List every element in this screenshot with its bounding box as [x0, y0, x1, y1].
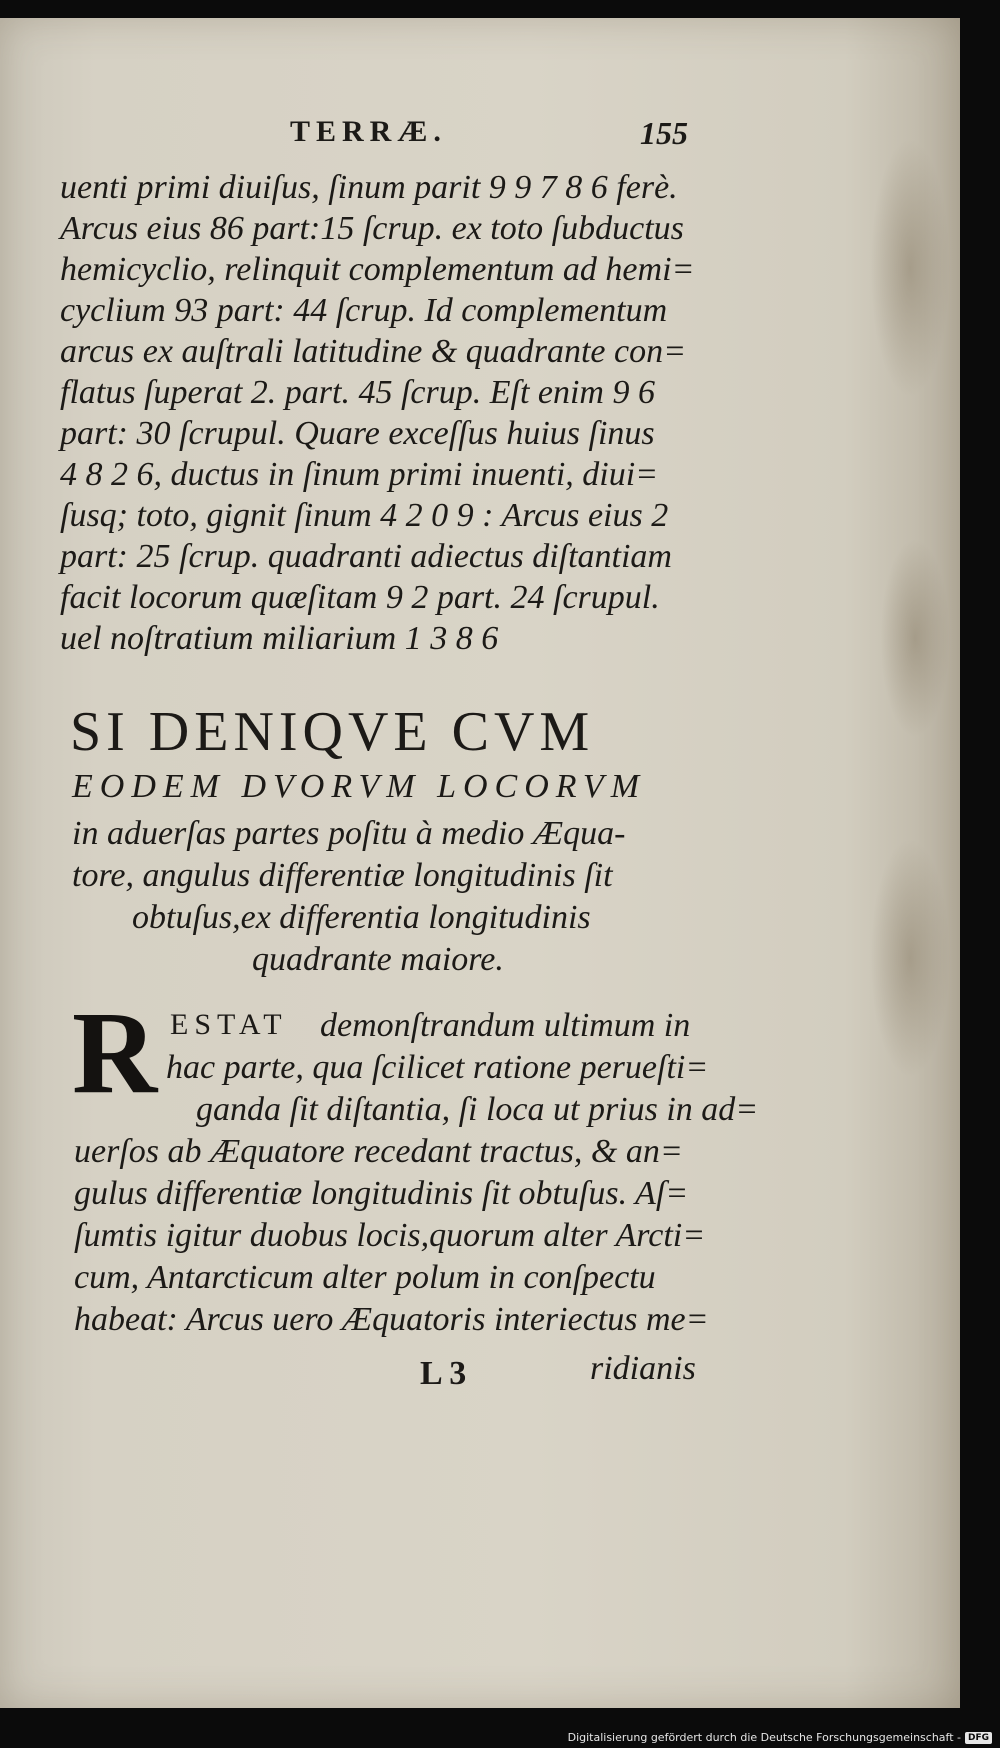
- heading-line: in aduerſas partes poſitu à medio Æqua-: [72, 815, 626, 852]
- page-stain: [870, 138, 950, 398]
- paragraph1-line: Arcus eius 86 part:15 ſcrup. ex toto ſubductus: [60, 210, 684, 247]
- page-stain: [870, 838, 950, 1078]
- heading-line: tore, angulus differentiæ longitudinis ſit: [72, 857, 613, 894]
- paragraph2-line: cum, Antarcticum alter polum in conſpectu: [74, 1259, 656, 1296]
- heading-line: quadrante maiore.: [252, 941, 504, 978]
- drop-cap-initial: R: [72, 987, 158, 1118]
- paragraph1-line: uenti primi diuiſus, ſinum parit 9 9 7 8 6 ferè.: [60, 169, 678, 206]
- paragraph1-line: cyclium 93 part: 44 ſcrup. Id complementum: [60, 292, 668, 329]
- first-word: ESTAT: [170, 1008, 288, 1041]
- running-head: TERRÆ.: [290, 115, 447, 148]
- paragraph1-line: facit locorum quæſitam 9 2 part. 24 ſcrupul.: [60, 579, 660, 616]
- digitization-credit: [568, 1731, 992, 1744]
- credit-text: Digitalisierung gefördert durch die Deutsche Forschungsgemeinschaft -: [567, 1731, 961, 1744]
- paragraph1-line: part: 30 ſcrupul. Quare exceſſus huius ſinus: [60, 415, 655, 452]
- catchword: ridianis: [590, 1350, 696, 1387]
- paragraph1-line: 4 8 2 6, ductus in ſinum primi inuenti, diui=: [60, 456, 659, 493]
- paragraph1-line: hemicyclio, relinquit complementum ad hemi=: [60, 251, 695, 288]
- paragraph2-line: ganda ſit diſtantia, ſi loca ut prius in ad=: [196, 1091, 759, 1128]
- paragraph2-line: habeat: Arcus uero Æquatoris interiectus me=: [74, 1301, 709, 1338]
- paragraph1-line: ſusq; toto, gignit ſinum 4 2 0 9 : Arcus eius 2: [60, 497, 669, 534]
- heading-line: obtuſus,ex differentia longitudinis: [132, 899, 591, 936]
- dfg-logo: DFG: [965, 1732, 992, 1744]
- paragraph2-line: hac parte, qua ſcilicet ratione perueſti=: [166, 1049, 709, 1086]
- section-subheading: EODEM DVORVM LOCORVM: [72, 768, 647, 805]
- page-stain: [880, 538, 950, 738]
- paragraph1-line: flatus ſuperat 2. part. 45 ſcrup. Eſt enim 9 6: [60, 374, 655, 411]
- section-heading: SI DENIQVE CVM: [70, 701, 595, 763]
- paragraph2-line: gulus differentiæ longitudinis ſit obtuſus. Aſ=: [74, 1175, 689, 1212]
- page-number: 155: [640, 115, 688, 151]
- paragraph1-line: arcus ex auſtrali latitudine & quadrante con=: [60, 333, 687, 370]
- signature-mark: L 3: [420, 1355, 467, 1392]
- paragraph2-line: uerſos ab Æquatore recedant tractus, & an=: [74, 1133, 683, 1170]
- paragraph1-line: part: 25 ſcrup. quadranti adiectus diſtantiam: [60, 538, 672, 575]
- paragraph2-line: demonſtrandum ultimum in: [320, 1007, 691, 1044]
- paragraph1-line: uel noſtratium miliarium 1 3 8 6: [60, 620, 499, 657]
- paragraph2-line: ſumtis igitur duobus locis,quorum alter Arcti=: [74, 1217, 706, 1254]
